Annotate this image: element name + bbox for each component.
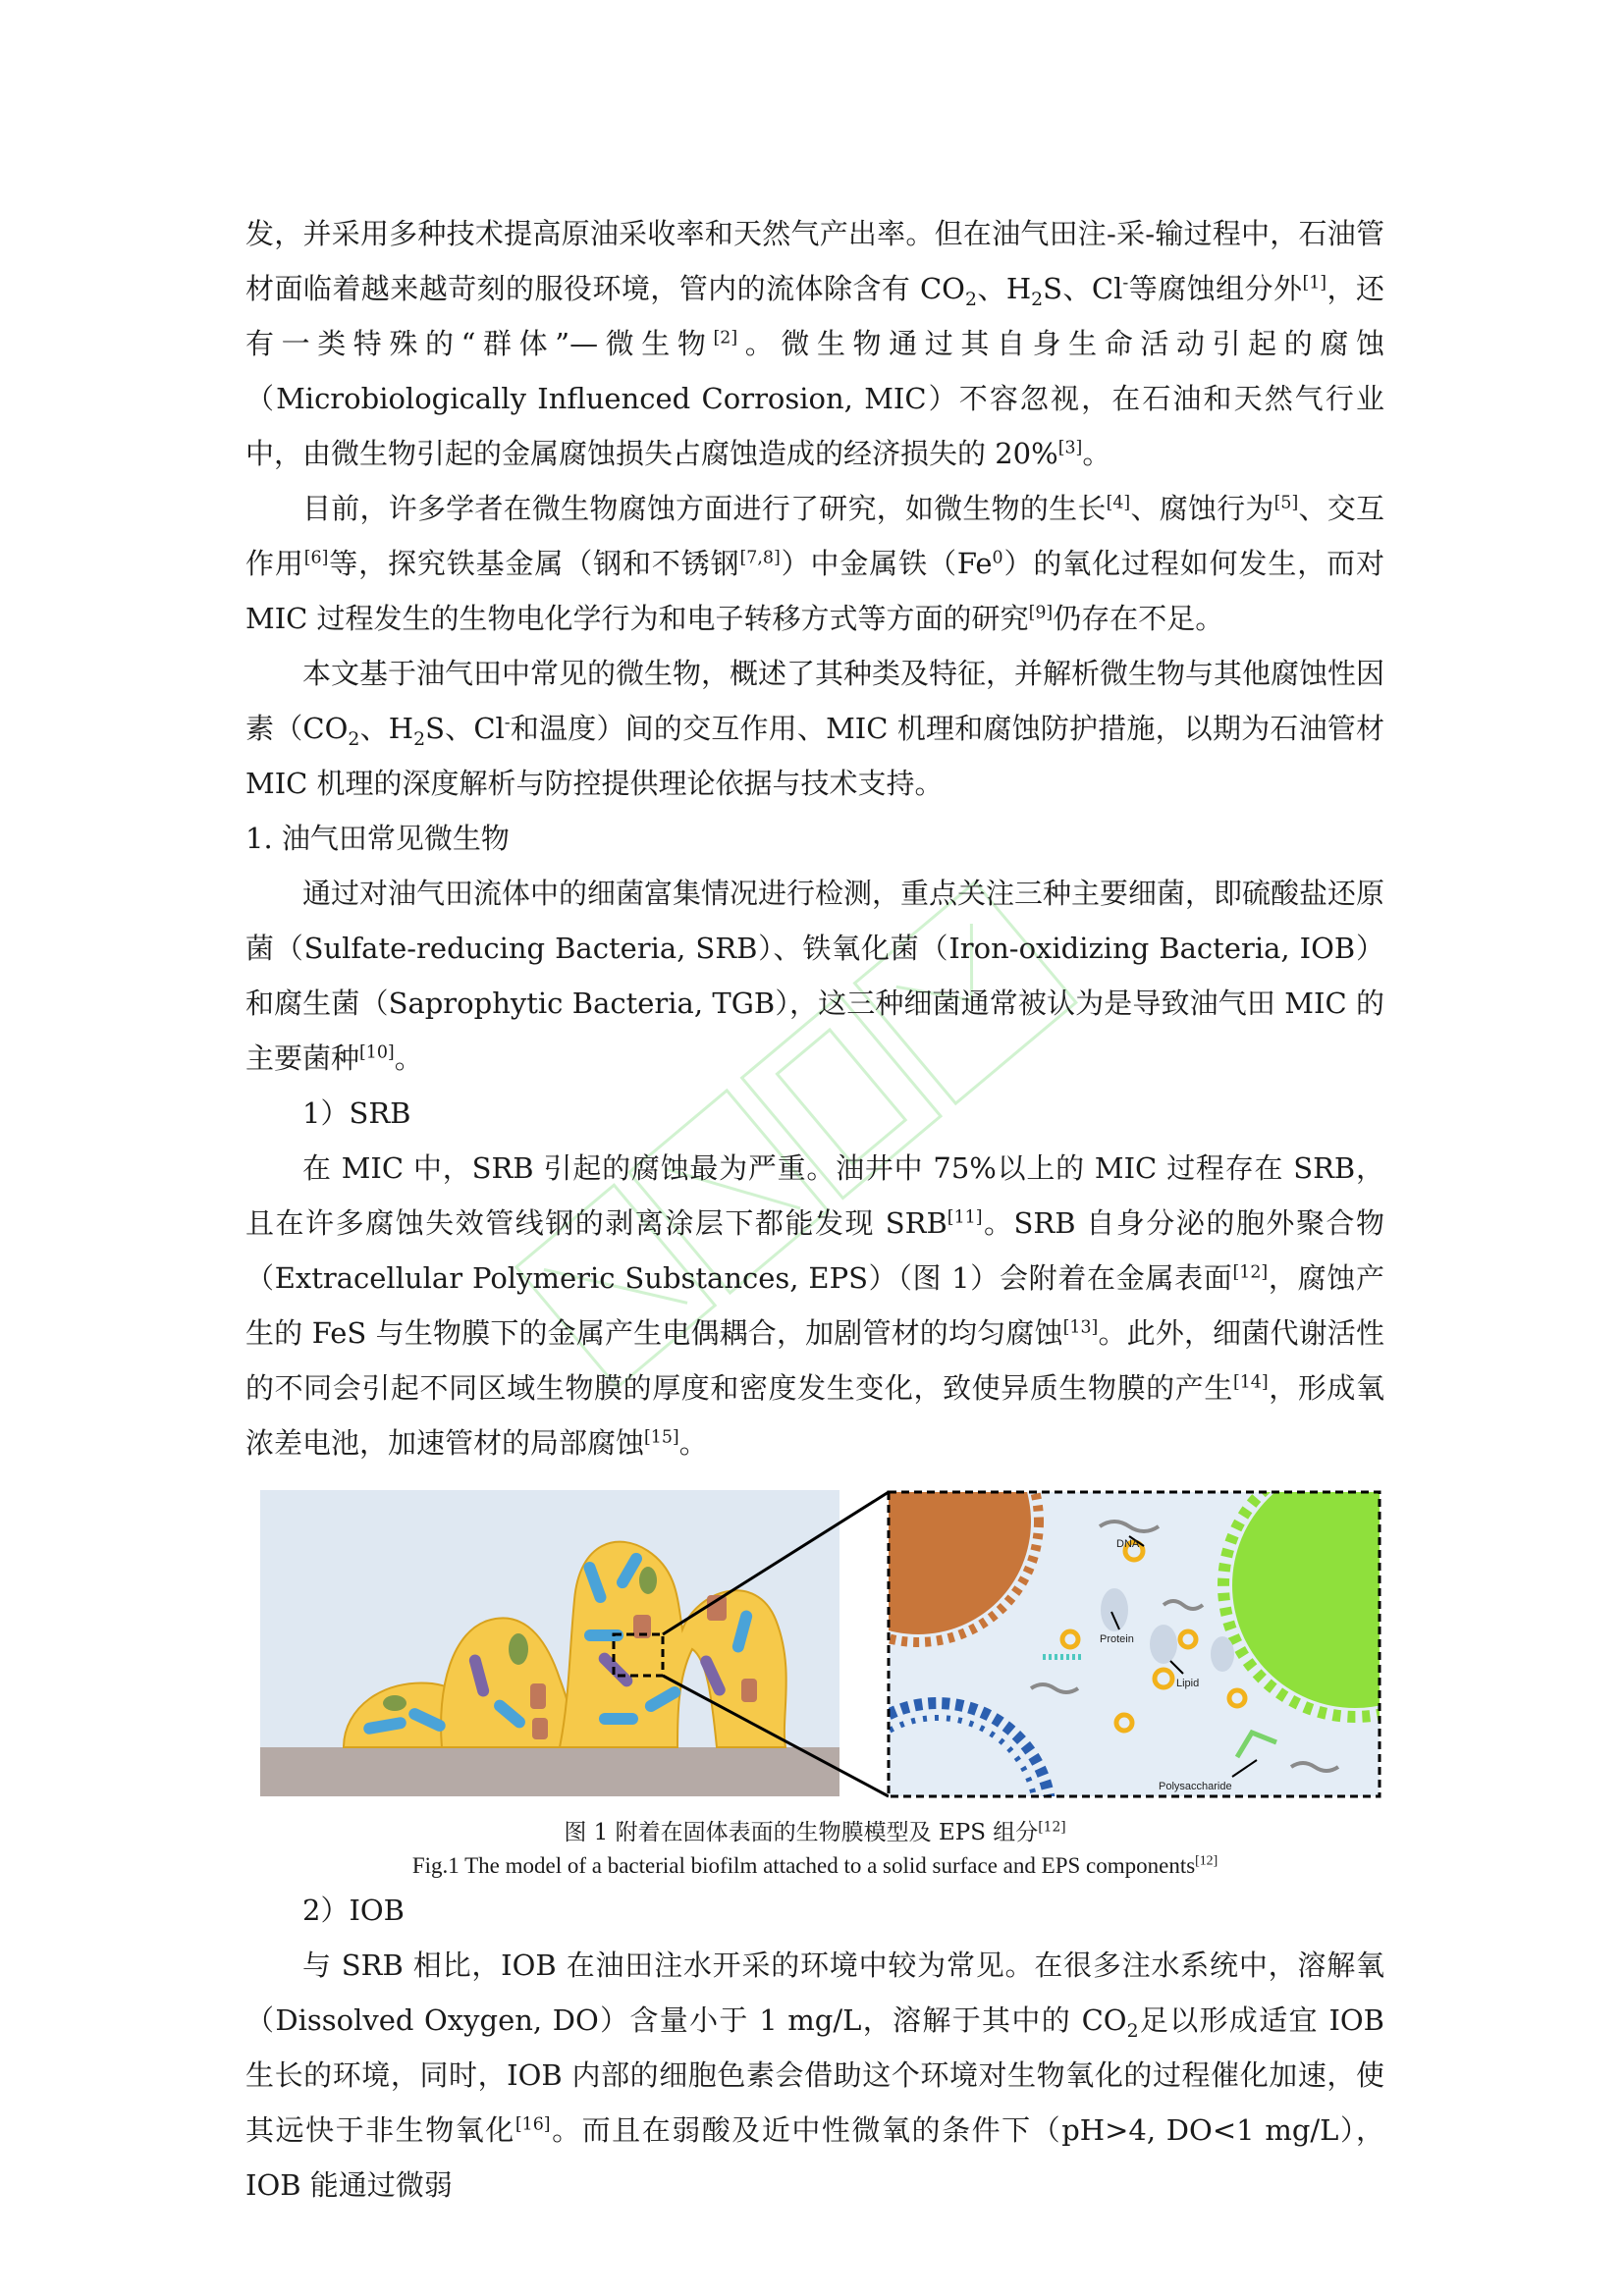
paragraph-1: 发，并采用多种技术提高原油采收率和天然气产出率。但在油气田注-采-输过程中，石油管材面临着越来越苛刻的服役环境，管内的流体除含有 $CO_2$、$H_2S$、Cl-等腐蚀组分外[1]，还有一类特殊的“群体”—微生物[2]。微生物通过其自身生命活动引起的腐蚀（Microbiologically Influenced Corrosion, MIC）不容忽视，在石油和天然气行业中，由微生物引起的金属腐蚀损失占腐蚀造成的经济损失的 20%[3]。 — [245, 217, 1384, 470]
paragraph-5: 在 MIC 中，SRB 引起的腐蚀最为严重。油井中 75%以上的 MIC 过程存在 SRB，且在许多腐蚀失效管线钢的剥离涂层下都能发现 SRB[11]。SRB 自身分泌的胞外聚合物（Extracellular Polymeric Substances, EPS）（图 1）会附着在金属表面[12]，腐蚀产生的 FeS 与生物膜下的金属产生电偶耦合，加剧管材的均匀腐蚀[13]。此外，细菌代谢活性的不同会引起不同区域生物膜的厚度和密度发生变化，致使异质生物膜的产生[14]，形成氧浓差电池，加速管材的局部腐蚀[15]。 — [245, 1151, 1385, 1460]
substrate — [260, 1747, 839, 1796]
subsection-heading-srb: 1）SRB — [302, 1096, 411, 1130]
figure-caption-cn: 图 1 附着在固体表面的生物膜模型及 EPS 组分[12] — [564, 1819, 1066, 1845]
label-dna: DNA — [1116, 1538, 1140, 1550]
eps-detail-panel — [797, 1482, 1384, 1806]
label-polysaccharide: Polysaccharide — [1159, 1781, 1232, 1792]
section-heading-1: 1. 油气田常见微生物 — [245, 822, 510, 855]
figure-caption-en: Fig.1 The model of a bacterial biofilm attached to a solid surface and EPS components[12] — [411, 1852, 1218, 1878]
paragraph-6: 与 SRB 相比，IOB 在油田注水开采的环境中较为常见。在很多注水系统中，溶解氧（Dissolved Oxygen, DO）含量小于 1 mg/L，溶解于其中的 $CO_2$足以形成适宜 IOB 生长的环境，同时，IOB 内部的细胞色素会借助这个环境对生物氧化的过程催化加速，使其远快于非生物氧化[16]。而且在弱酸及近中性微氧的条件下（pH>4, DO<1 mg/L），IOB 能通过微弱 — [245, 1949, 1384, 2202]
page-body — [245, 206, 1384, 2213]
paragraph-3: 本文基于油气田中常见的微生物，概述了其种类及特征，并解析微生物与其他腐蚀性因素（$CO_2$、$H_2S$、Cl-和温度）间的交互作用、MIC 机理和腐蚀防护措施，以期为石油管材 MIC 机理的深度解析与防控提供理论依据与技术支持。 — [245, 657, 1385, 800]
label-lipid: Lipid — [1176, 1678, 1200, 1689]
subsection-heading-iob: 2）IOB — [302, 1894, 405, 1927]
label-protein: Protein — [1100, 1633, 1134, 1645]
figure-1 — [245, 1482, 1384, 1806]
paragraph-2: 目前，许多学者在微生物腐蚀方面进行了研究，如微生物的生长[4]、腐蚀行为[5]、交互作用[6]等，探究铁基金属（钢和不锈钢[7,8]）中金属铁（Fe$^0$）的氧化过程如何发生，而对 MIC 过程发生的生物电化学行为和电子转移方式等方面的研究[9]仍存在不足。 — [245, 492, 1384, 635]
biofilm-figure — [245, 1482, 1384, 1806]
paragraph-4: 通过对油气田流体中的细菌富集情况进行检测，重点关注三种主要细菌，即硫酸盐还原菌（Sulfate-reducing Bacteria, SRB）、铁氧化菌（Iron-oxidizing Bacteria, IOB）和腐生菌（Saprophytic Bacteria, TGB），这三种细菌通常被认为是导致油气田 MIC 的主要菌种[10]。 — [245, 877, 1385, 1075]
